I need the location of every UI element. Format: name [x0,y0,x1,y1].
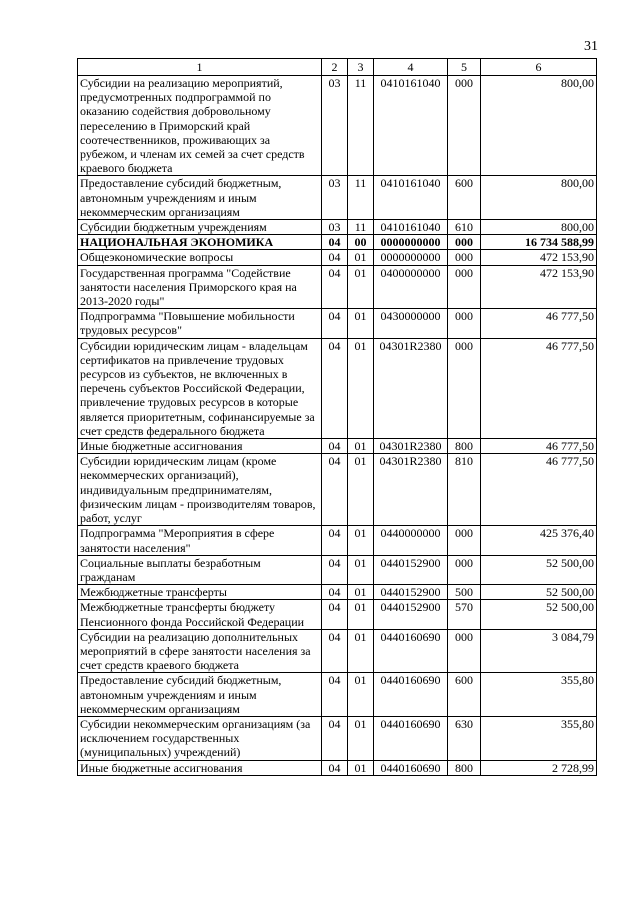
row-section: 04 [322,585,348,600]
column-header-name: 1 [78,59,322,76]
row-subsection: 11 [348,220,374,235]
row-amount: 355,80 [481,673,597,717]
row-name: Общеэкономические вопросы [78,250,322,265]
row-section: 04 [322,235,348,250]
row-amount: 46 777,50 [481,454,597,526]
column-header-section: 2 [322,59,348,76]
row-amount: 46 777,50 [481,338,597,438]
row-name: Предоставление субсидий бюджетным, автономным учреждениям и иным некоммерческим организациям [78,673,322,717]
table-row [78,250,597,265]
row-section: 04 [322,309,348,338]
row-target-item: 0410161040 [374,220,448,235]
row-section: 04 [322,439,348,454]
row-section: 03 [322,176,348,220]
row-name: Иные бюджетные ассигнования [78,760,322,775]
row-name: Подпрограмма "Повышение мобильности трудовых ресурсов" [78,309,322,338]
row-subsection: 01 [348,338,374,438]
row-expense-type: 000 [448,235,481,250]
budget-table [77,58,597,776]
row-expense-type: 000 [448,526,481,555]
column-header-amount: 6 [481,59,597,76]
row-name: Иные бюджетные ассигнования [78,439,322,454]
row-amount: 52 500,00 [481,600,597,629]
row-expense-type: 800 [448,439,481,454]
row-section: 04 [322,250,348,265]
row-subsection: 01 [348,265,374,309]
row-target-item: 0430000000 [374,309,448,338]
row-amount: 52 500,00 [481,585,597,600]
row-section: 04 [322,526,348,555]
row-expense-type: 000 [448,265,481,309]
table-row [78,439,597,454]
row-subsection: 01 [348,629,374,673]
row-section: 04 [322,600,348,629]
row-amount: 472 153,90 [481,250,597,265]
row-expense-type: 800 [448,760,481,775]
row-name: Субсидии на реализацию мероприятий, предусмотренных подпрограммой по оказанию содействия добровольному переселению в Приморский край соотечественников, проживающих за рубежом, и членам их семей за счет средств краевого бюджета [78,76,322,176]
row-section: 04 [322,555,348,584]
row-section: 04 [322,673,348,717]
table-row [78,76,597,176]
row-expense-type: 000 [448,309,481,338]
table-row [78,526,597,555]
row-target-item: 0440160690 [374,673,448,717]
row-expense-type: 500 [448,585,481,600]
row-name: Предоставление субсидий бюджетным, автономным учреждениям и иным некоммерческим организациям [78,176,322,220]
table-row [78,585,597,600]
row-amount: 425 376,40 [481,526,597,555]
row-section: 04 [322,629,348,673]
row-expense-type: 000 [448,555,481,584]
row-subsection: 00 [348,235,374,250]
table-row [78,454,597,526]
row-target-item: 0410161040 [374,176,448,220]
table-row [78,309,597,338]
row-expense-type: 570 [448,600,481,629]
row-name: Межбюджетные трансферты [78,585,322,600]
row-target-item: 04301R2380 [374,439,448,454]
table-row [78,265,597,309]
row-expense-type: 000 [448,338,481,438]
row-subsection: 01 [348,716,374,760]
row-name: Субсидии юридическим лицам - владельцам сертификатов на привлечение трудовых ресурсов из субъектов, не включенных в перечень субъектов Российской Федерации, привлечение трудовых ресурсов в которые является приоритетным, софинансируемые за счет средств федерального бюджета [78,338,322,438]
row-target-item: 04301R2380 [374,338,448,438]
row-target-item: 0440160690 [374,760,448,775]
table-row-section-total [78,235,597,250]
table-row [78,629,597,673]
row-target-item: 0440152900 [374,585,448,600]
row-target-item: 0440160690 [374,716,448,760]
row-expense-type: 000 [448,250,481,265]
row-section: 03 [322,220,348,235]
row-subsection: 01 [348,309,374,338]
row-name: Субсидии бюджетным учреждениям [78,220,322,235]
row-name: Субсидии некоммерческим организациям (за исключением государственных (муниципальных) учреждений) [78,716,322,760]
row-section: 04 [322,454,348,526]
row-subsection: 01 [348,760,374,775]
row-target-item: 0000000000 [374,250,448,265]
row-amount: 46 777,50 [481,309,597,338]
table-row [78,220,597,235]
row-section: 04 [322,716,348,760]
row-subsection: 01 [348,600,374,629]
row-target-item: 0000000000 [374,235,448,250]
row-subsection: 01 [348,555,374,584]
row-amount: 16 734 588,99 [481,235,597,250]
row-expense-type: 600 [448,176,481,220]
row-amount: 800,00 [481,220,597,235]
row-amount: 46 777,50 [481,439,597,454]
row-subsection: 11 [348,176,374,220]
row-expense-type: 000 [448,76,481,176]
table-row [78,716,597,760]
row-section: 04 [322,265,348,309]
row-name: Социальные выплаты безработным гражданам [78,555,322,584]
page-number: 31 [584,39,598,54]
row-section: 03 [322,76,348,176]
row-section: 04 [322,338,348,438]
row-amount: 472 153,90 [481,265,597,309]
row-target-item: 0440000000 [374,526,448,555]
column-header-expense-type: 5 [448,59,481,76]
row-name: Подпрограмма "Мероприятия в сфере занятости населения" [78,526,322,555]
column-header-subsection: 3 [348,59,374,76]
table-row [78,555,597,584]
row-target-item: 0440152900 [374,555,448,584]
row-expense-type: 630 [448,716,481,760]
table-row [78,338,597,438]
row-subsection: 01 [348,673,374,717]
row-target-item: 04301R2380 [374,454,448,526]
row-amount: 3 084,79 [481,629,597,673]
row-name: Межбюджетные трансферты бюджету Пенсионного фонда Российской Федерации [78,600,322,629]
row-expense-type: 810 [448,454,481,526]
row-section: 04 [322,760,348,775]
row-subsection: 01 [348,439,374,454]
row-amount: 355,80 [481,716,597,760]
row-subsection: 01 [348,526,374,555]
row-expense-type: 600 [448,673,481,717]
row-name: Субсидии на реализацию дополнительных мероприятий в сфере занятости населения за счет средств краевого бюджета [78,629,322,673]
row-amount: 800,00 [481,176,597,220]
row-amount: 800,00 [481,76,597,176]
row-target-item: 0400000000 [374,265,448,309]
row-amount: 52 500,00 [481,555,597,584]
row-target-item: 0440152900 [374,600,448,629]
table-header-row [78,59,597,76]
row-subsection: 01 [348,454,374,526]
table-row [78,760,597,775]
table-row [78,673,597,717]
row-target-item: 0440160690 [374,629,448,673]
row-name: Субсидии юридическим лицам (кроме некоммерческих организаций), индивидуальным предпринимателям, физическим лицам - производителям товаров, работ, услуг [78,454,322,526]
row-amount: 2 728,99 [481,760,597,775]
column-header-target-item: 4 [374,59,448,76]
row-name: НАЦИОНАЛЬНАЯ ЭКОНОМИКА [78,235,322,250]
row-expense-type: 610 [448,220,481,235]
row-subsection: 11 [348,76,374,176]
row-expense-type: 000 [448,629,481,673]
table-row [78,176,597,220]
row-name: Государственная программа "Содействие занятости населения Приморского края на 2013-2020 годы" [78,265,322,309]
row-subsection: 01 [348,250,374,265]
table-row [78,600,597,629]
row-subsection: 01 [348,585,374,600]
row-target-item: 0410161040 [374,76,448,176]
